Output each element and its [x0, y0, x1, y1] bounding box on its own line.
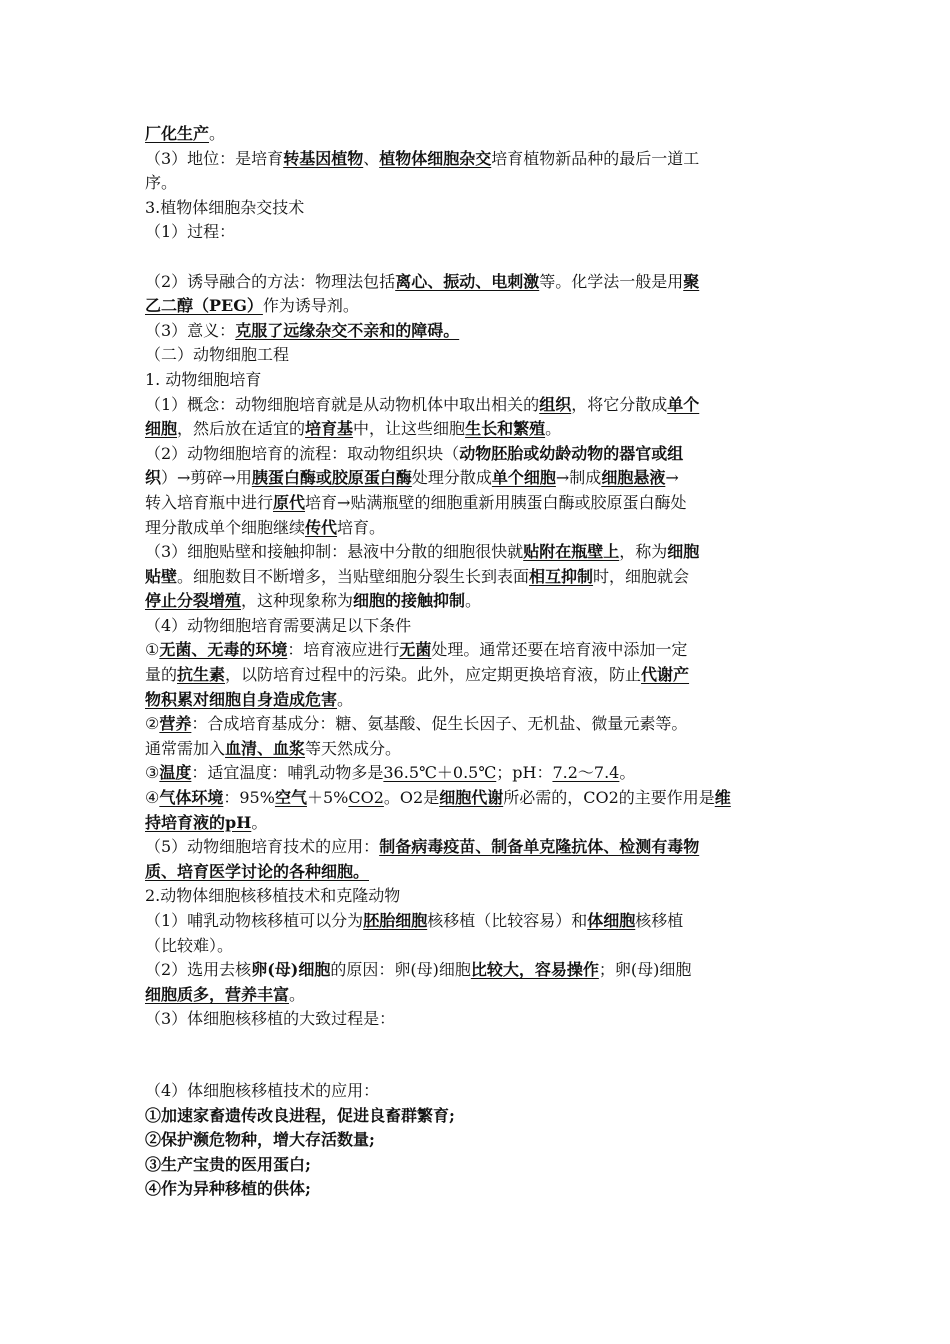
emphasized-text: 停止分裂增殖 — [145, 591, 242, 611]
emphasized-text: 比较大，容易操作 — [470, 960, 599, 980]
emphasized-text: 物积累对细胞自身造成危害 — [145, 689, 338, 709]
emphasized-text: 织 — [145, 468, 162, 488]
text-span: （1）概念：动物细胞培育就是从动物机体中取出相关的 — [145, 394, 540, 414]
text-span: （1）过程： — [145, 222, 236, 242]
emphasized-text: 传代 — [305, 517, 338, 537]
text-span: ：合成培育基成分：糖、氨基酸、促生长因子、无机盐、微量元素等。 — [191, 714, 688, 734]
emphasized-text: 离心、振动、电刺激 — [395, 271, 540, 291]
text-span: 等天然成分。 — [305, 738, 402, 758]
emphasized-text: 乙二醇（PEG） — [145, 296, 263, 316]
text-line — [145, 196, 810, 221]
text-span: 。 — [209, 124, 226, 143]
text-line — [145, 1079, 810, 1104]
emphasized-text: 组织 — [539, 394, 572, 414]
text-span: ；卵(母)细胞 — [598, 960, 692, 980]
text-span: 。 — [465, 591, 482, 611]
emphasized-text: 贴附在瓶壁上 — [523, 542, 620, 562]
text-line — [145, 835, 810, 860]
text-line — [145, 1128, 810, 1153]
text-line — [145, 1177, 810, 1202]
text-span: ④ — [145, 788, 160, 808]
text-line — [145, 638, 810, 663]
text-span: （4）动物细胞培育需要满足以下条件 — [145, 615, 412, 635]
text-span: → — [665, 468, 679, 488]
text-line — [145, 614, 810, 639]
text-span: 。 — [289, 984, 306, 1004]
text-span: ② — [145, 714, 160, 734]
emphasized-text: 制备病毒疫苗、制备单克隆抗体、检测有毒物 — [379, 837, 700, 857]
text-span: 2.动物体细胞核移植技术和克隆动物 — [145, 886, 401, 906]
text-span: 理分散成单个细胞继续 — [145, 517, 306, 537]
emphasized-text: 厂化生产 — [145, 124, 210, 143]
emphasized-text: 抗生素 — [177, 665, 226, 685]
text-line — [145, 712, 810, 737]
text-span: 。细胞数目不断增多，当贴壁细胞分裂生长到表面 — [177, 566, 530, 586]
text-span: 培育植物新品种的最后一道工 — [491, 148, 700, 168]
emphasized-text: 细胞 — [667, 542, 700, 562]
emphasized-text: 单个细胞 — [491, 468, 556, 488]
figure-placeholder-gap — [145, 245, 810, 270]
emphasized-text: ④作为异种移植的供体; — [145, 1179, 311, 1199]
text-line — [145, 491, 810, 516]
text-span: 转入培育瓶中进行 — [145, 492, 274, 512]
emphasized-text: 血清、血浆 — [225, 738, 306, 758]
text-span: ，以防培育过程中的污染。此外，应定期更换培育液，防止 — [225, 665, 642, 685]
text-span: 。 — [337, 689, 354, 709]
text-line — [145, 909, 810, 934]
text-span: （5）动物细胞培育技术的应用： — [145, 837, 380, 857]
text-line — [145, 516, 810, 541]
text-line — [145, 368, 810, 393]
text-span: （比较难）。 — [145, 935, 234, 955]
text-span: ① — [145, 640, 160, 660]
emphasized-text: ①加速家畜遗传改良进程，促进良畜群繁育; — [145, 1105, 455, 1125]
emphasized-text: ③生产宝贵的医用蛋白; — [145, 1154, 311, 1174]
text-span: ，这种现象称为 — [241, 591, 354, 611]
text-line — [145, 122, 810, 147]
text-span: （2）动物细胞培育的流程：取动物组织块（ — [145, 443, 460, 463]
text-span: 培育。 — [337, 517, 386, 537]
text-line — [145, 442, 810, 467]
text-span: ；pH： — [496, 763, 553, 783]
text-span: 处理分散成 — [411, 468, 492, 488]
text-span: （二）动物细胞工程 — [145, 345, 290, 365]
emphasized-text: 质、培育医学讨论的各种细胞。 — [145, 861, 370, 881]
text-span: （3）意义： — [145, 320, 236, 340]
text-line — [145, 393, 810, 418]
text-span: 作为诱导剂。 — [262, 296, 359, 316]
emphasized-text: 细胞 — [145, 419, 178, 439]
text-span: ，称为 — [619, 542, 668, 562]
text-line — [145, 1007, 810, 1032]
text-line — [145, 737, 810, 762]
emphasized-text: 体细胞 — [587, 911, 636, 930]
text-span: 所必需的，CO2的主要作用是 — [503, 788, 715, 808]
text-span: 1. 动物细胞培育 — [145, 369, 262, 389]
text-span: （2）诱导融合的方法：物理法包括 — [145, 271, 396, 291]
emphasized-text: 单个 — [667, 394, 700, 414]
text-span: →制成 — [555, 468, 602, 488]
text-span: 等。化学法一般是用 — [539, 271, 684, 291]
emphasized-text: ②保护濒危物种，增大存活数量; — [145, 1130, 375, 1150]
emphasized-text: 胰蛋白酶或胶原蛋白酶 — [251, 468, 412, 488]
text-line — [145, 147, 810, 172]
emphasized-text: 无菌、无毒的环境 — [159, 640, 288, 660]
emphasized-text: 细胞质多，营养丰富 — [145, 984, 290, 1004]
text-line — [145, 540, 810, 565]
text-line — [145, 663, 810, 688]
text-span: ，将它分散成 — [571, 394, 668, 414]
emphasized-text: 生长和繁殖 — [465, 419, 546, 439]
emphasized-text: 36.5℃＋0.5℃ — [383, 763, 497, 783]
text-line — [145, 786, 810, 811]
text-span: 培育→贴满瓶壁的细胞重新用胰蛋白酶或胶原蛋白酶处 — [305, 492, 687, 512]
text-line — [145, 417, 810, 442]
emphasized-text: 无菌 — [399, 640, 432, 660]
emphasized-text: 植物体细胞杂交 — [379, 148, 492, 168]
text-span: 核移植 — [635, 911, 684, 930]
text-span: 时，细胞就会 — [593, 566, 690, 586]
text-span: ：培育液应进行 — [287, 640, 400, 660]
emphasized-text: 温度 — [159, 763, 192, 783]
text-span: 序。 — [145, 173, 178, 193]
text-line — [145, 466, 810, 491]
text-span: 。 — [545, 419, 562, 439]
text-span: 量的 — [145, 665, 178, 685]
text-line — [145, 1104, 810, 1129]
figure-placeholder-gap — [145, 1032, 810, 1079]
text-span: 处理。通常还要在培育液中添加一定 — [431, 640, 688, 660]
text-span: （3）体细胞核移植的大致过程是： — [145, 1009, 396, 1029]
text-span: 中，让这些细胞 — [353, 419, 466, 439]
text-span: （2）选用去核 — [145, 960, 252, 980]
text-span: ＋5% — [306, 788, 349, 808]
text-line — [145, 688, 810, 713]
text-line — [145, 294, 810, 319]
text-line — [145, 319, 810, 344]
emphasized-text: 7.2～7.4 — [552, 763, 620, 783]
emphasized-text: 代谢产 — [641, 665, 690, 685]
text-span: （3）细胞贴壁和接触抑制：悬液中分散的细胞很快就 — [145, 542, 524, 562]
text-span: ：适宜温度：哺乳动物多是 — [191, 763, 384, 783]
emphasized-text: 营养 — [159, 714, 192, 734]
text-span: 。O2是 — [383, 788, 440, 808]
text-span: 。 — [251, 812, 268, 832]
text-line — [145, 860, 810, 885]
text-line — [145, 270, 810, 295]
text-span: 通常需加入 — [145, 738, 226, 758]
emphasized-text: 细胞的接触抑制 — [353, 591, 466, 611]
text-span: 、 — [363, 148, 380, 168]
emphasized-text: 相互抑制 — [529, 566, 594, 586]
emphasized-text: 空气 — [274, 788, 307, 808]
text-span: ）→剪碎→用 — [161, 468, 252, 488]
text-line — [145, 565, 810, 590]
text-line — [145, 589, 810, 614]
text-span: 核移植（比较容易）和 — [427, 911, 588, 930]
emphasized-text: 贴壁 — [145, 566, 178, 586]
emphasized-text: 细胞悬液 — [601, 468, 666, 488]
emphasized-text: 原代 — [273, 492, 306, 512]
text-span: ③ — [145, 763, 160, 783]
text-line — [145, 171, 810, 196]
emphasized-text: 聚 — [683, 271, 700, 291]
text-span: 的原因：卵(母)细胞 — [330, 960, 471, 980]
text-line — [145, 811, 810, 836]
text-line — [145, 343, 810, 368]
text-span: （1）哺乳动物核移植可以分为 — [145, 911, 364, 930]
emphasized-text: 转基因植物 — [283, 148, 364, 168]
emphasized-text: 卵(母)细胞 — [251, 960, 331, 980]
text-line — [145, 220, 810, 245]
emphasized-text: CO2 — [348, 788, 384, 808]
text-span: 。 — [619, 763, 636, 783]
text-line — [145, 1153, 810, 1178]
emphasized-text: 动物胚胎或幼龄动物的器官或组 — [459, 443, 684, 463]
emphasized-text: 持培育液的pH — [145, 812, 252, 832]
text-line — [145, 934, 810, 959]
emphasized-text: 维 — [714, 788, 731, 808]
text-span: （4）体细胞核移植技术的应用： — [145, 1080, 380, 1100]
emphasized-text: 气体环境 — [159, 788, 224, 808]
text-span: 3.植物体细胞杂交技术 — [145, 197, 305, 217]
text-line — [145, 983, 810, 1008]
text-span: ，然后放在适宜的 — [177, 419, 306, 439]
text-span: （3）地位：是培育 — [145, 148, 284, 168]
text-span: ：95% — [223, 788, 275, 808]
text-line — [145, 958, 810, 983]
text-line — [145, 884, 810, 909]
emphasized-text: 胚胎细胞 — [363, 911, 428, 930]
emphasized-text: 克服了远缘杂交不亲和的障碍。 — [235, 320, 460, 340]
emphasized-text: 培育基 — [305, 419, 354, 439]
document-page — [145, 122, 810, 1202]
text-line — [145, 761, 810, 786]
emphasized-text: 细胞代谢 — [439, 788, 504, 808]
